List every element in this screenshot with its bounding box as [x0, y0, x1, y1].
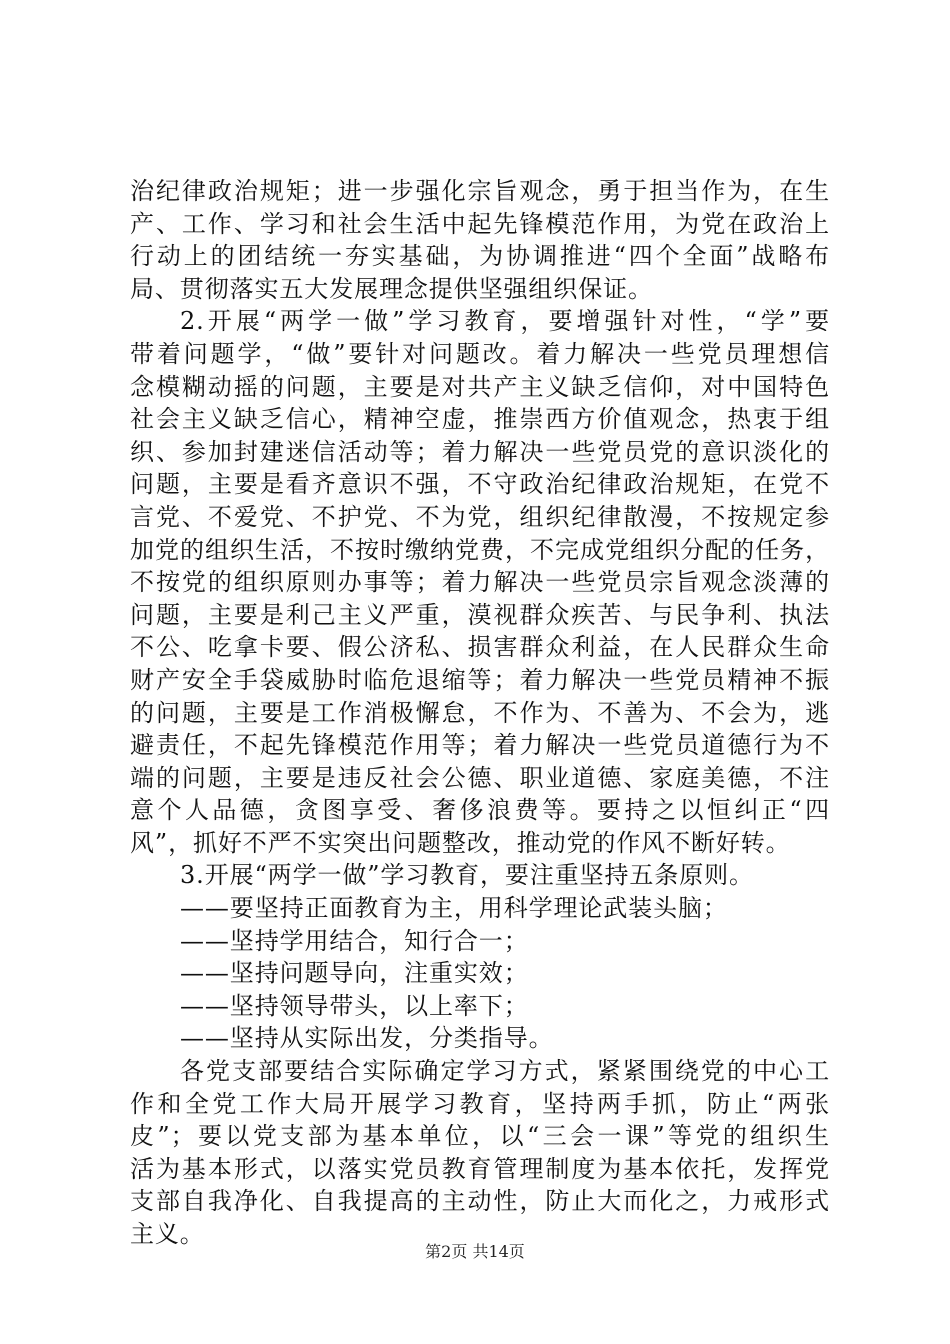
text-line: 风”，抓好不严不实突出问题整改，推动党的作风不断好转。	[130, 828, 791, 857]
text-line: 作和全党工作大局开展学习教育，坚持两手抓，防止“两张	[130, 1089, 830, 1118]
text-line: 社会主义缺乏信心，精神空虚，推崇西方价值观念，热衷于组	[130, 405, 830, 434]
text-line: 2.开展“两学一做”学习教育，要增强针对性，“学”要	[180, 307, 830, 336]
text-line: 言党、不爱党、不护党、不为党，组织纪律散漫，不按规定参	[130, 502, 830, 531]
document-body	[130, 175, 830, 1251]
text-line: 主义。	[130, 1220, 205, 1248]
text-line: 念模糊动摇的问题，主要是对共产主义缺乏信仰，对中国特色	[130, 372, 830, 401]
text-line: 避责任，不起先锋模范作用等；着力解决一些党员道德行为不	[130, 731, 830, 760]
text-line: ——坚持领导带头，以上率下；	[180, 991, 529, 1020]
text-line: 皮”；要以党支部为基本单位，以“三会一课”等党的组织生	[130, 1122, 830, 1151]
text-line: 行动上的团结统一夯实基础，为协调推进“四个全面”战略布	[130, 242, 830, 271]
text-line: 3.开展“两学一做”学习教育，要注重坚持五条原则。	[180, 861, 754, 890]
text-line: ——坚持问题导向，注重实效；	[180, 959, 529, 988]
text-line: 产、工作、学习和社会生活中起先锋模范作用，为党在政治上	[130, 209, 830, 238]
text-line: 织、参加封建迷信活动等；着力解决一些党员党的意识淡化的	[130, 437, 830, 466]
text-line: 支部自我净化、自我提高的主动性，防止大而化之，力戒形式	[130, 1187, 830, 1216]
text-line: 财产安全手袋威胁时临危退缩等；着力解决一些党员精神不振	[130, 665, 830, 694]
text-line: 治纪律政治规矩；进一步强化宗旨观念，勇于担当作为，在生	[130, 177, 830, 205]
text-line: 各党支部要结合实际确定学习方式，紧紧围绕党的中心工	[180, 1057, 830, 1086]
text-line: ——坚持从实际出发，分类指导。	[180, 1024, 554, 1053]
text-line: 局、贯彻落实五大发展理念提供坚强组织保证。	[130, 274, 653, 303]
text-line: ——坚持学用结合，知行合一；	[180, 926, 529, 955]
text-line: 意个人品德，贪图享受、奢侈浪费等。要持之以恒纠正“四	[130, 796, 830, 825]
text-line: 不公、吃拿卡要、假公济私、损害群众利益，在人民群众生命	[130, 633, 830, 662]
text-line: 问题，主要是利己主义严重，漠视群众疾苦、与民争利、执法	[130, 600, 830, 629]
text-line: 加党的组织生活，不按时缴纳党费，不完成党组织分配的任务，	[130, 535, 830, 564]
text-line: 端的问题，主要是违反社会公德、职业道德、家庭美德，不注	[130, 763, 830, 792]
page-footer: 第2页 共14页	[425, 1242, 525, 1261]
text-line: 活为基本形式，以落实党员教育管理制度为基本依托，发挥党	[130, 1154, 830, 1183]
text-line: ——要坚持正面教育为主，用科学理论武装头脑；	[180, 894, 728, 923]
text-line: 不按党的组织原则办事等；着力解决一些党员宗旨观念淡薄的	[130, 568, 830, 597]
text-line: 问题，主要是看齐意识不强，不守政治纪律政治规矩，在党不	[130, 470, 830, 499]
text-line: 带着问题学，“做”要针对问题改。着力解决一些党员理想信	[130, 339, 830, 368]
text-line: 的问题，主要是工作消极懈怠，不作为、不善为、不会为，逃	[130, 698, 830, 727]
